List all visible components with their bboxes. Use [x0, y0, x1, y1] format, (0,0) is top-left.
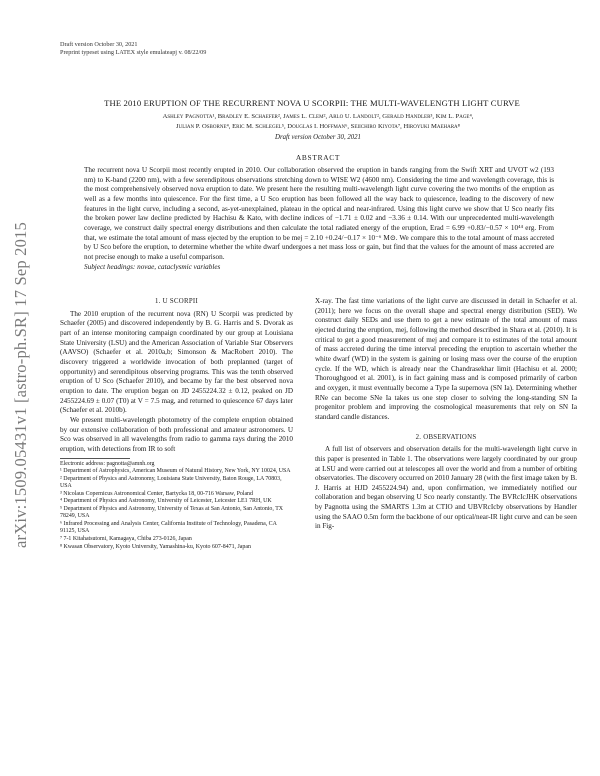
arxiv-stamp — [6, 150, 36, 620]
abstract-heading: ABSTRACT — [295, 153, 341, 162]
section-1-paragraph-1: The 2010 eruption of the recurrent nova (RN) U Scorpii was predicted by Schaefer (2005) and discovered independently by B. G. Harris and S. Dvorak as part of an intense monitoring campaign coordinated by our group at Louisiana State University (LSU) and the American Association of Variable Star Observers (AAVSO) (Schaefer et al. 2010a,b; Simonson & MacRobert 2010). The discovery triggered a worldwide invocation of both preplanned (target of opportunity) and serendipitous observing programs. This was the tenth observed eruption of U Sco (Schaefer 2010), and became by far the best observed nova eruption to date. The eruption began on JD 2455224.32 ± 0.12, peaked on JD 2455224.69 ± 0.07 (T0) at V = 7.5 mag, and returned to quiescence 67 days later (Schaefer et al. 2010b). — [60, 309, 293, 415]
footnote-affiliation-5: ⁵ Department of Physics and Astronomy, University of Texas at San Antonio, San Antonio, TX 78249, USA — [60, 505, 284, 520]
subject-headings: Subject headings: novae, cataclysmic variables — [84, 262, 221, 271]
right-column — [315, 297, 577, 532]
footnote-affiliation-4: ⁴ Department of Physics and Astronomy, University of Leicester, Leicester LE1 7RH, UK — [60, 498, 272, 505]
footnotes — [60, 461, 293, 552]
footnote-affiliation-2: ² Department of Physics and Astronomy, Louisiana State University, Baton Rouge, LA 70803, USA — [60, 475, 282, 490]
footnote-affiliation-8: ⁸ Kwasan Observatory, Kyoto University, Yamashina-ku, Kyoto 607-8471, Japan — [60, 543, 251, 550]
section-2-paragraph-1: A full list of observers and observation details for the multi-wavelength light curve in this paper is presented in Table 1. The observations were largely coordinated by our group at LSU and were carried out at telescopes all over the world and from a number of orbiting observatories. The discovery occurred on 2010 January 28 (with the first image taken by B. J. Harris at HJD 2455224.94) and, upon confirmation, we immediately notified our collaboration and began observing U Sco nearly constantly. The BVRcIcJHK observations by Pagnotta using the SMARTS 1.3m at CTIO and UBVRcIcby observations by Handler using the SAAO 0.5m form the backbone of our optical/near-IR light curve and can be seen in Fig- — [315, 445, 577, 531]
author-line-1: Ashley Pagnotta¹, Bradley E. Schaefer², James L. Clem², Arlo U. Landolt², Gerald Handler³, Kim L. Page⁴, — [162, 113, 474, 120]
abstract — [84, 166, 554, 272]
section-1-heading: 1. U SCORPII — [154, 298, 199, 305]
author-list — [60, 112, 576, 131]
paper-title: THE 2010 ERUPTION OF THE RECURRENT NOVA U SCORPII: THE MULTI-WAVELENGTH LIGHT CURVE — [104, 98, 520, 108]
footnote-affiliation-1: ¹ Department of Astrophysics, American Museum of Natural History, New York, NY 10024, USA — [60, 468, 291, 475]
draft-date: Draft version October 30, 2021 — [275, 133, 361, 141]
footnote-affiliation-6: ⁶ Infrared Processing and Analysis Center, California Institute of Technology, Pasadena, CA 91125, USA — [60, 520, 277, 535]
preprint-typeset-line: Preprint typeset using LATEX style emulateapj v. 08/22/09 — [60, 49, 207, 56]
section-1-paragraph-2: We present multi-wavelength photometry of the complete eruption obtained by our extensive collaboration of both professional and amateur astronomers. U Sco was observed in all wavelengths from radio to gamma rays during the 2010 eruption, with detections from IR to soft — [60, 415, 293, 453]
section-1-paragraph-3: X-ray. The fast time variations of the light curve are discussed in detail in Schaefer et al. (2011); here we focus on the overall shape and spectral energy distribution (SED). We construct daily SEDs and use them to get a new estimate of the total amount of mass ejected during the eruption, mej, following the method described in Shara et al. (2010). It is critical to get a good measurement of mej and compare it to estimates of the total amount of mass accreted during the time interval preceding the eruption to ascertain whether the white dwarf (WD) in the system is gaining or losing mass over the course of the eruption cycle. If the WD, which is already near the Chandrasekhar limit (Hachisu et al. 2000; Thoroughgood et al. 2001), is in fact gaining mass and is composed primarily of carbon and oxygen, it must eventually become a Type Ia supernova (SN Ia). Determining whether RNe can become SNe Ia takes us one step closer to solving the long-standing SN Ia progenitor problem and improving the cosmological measurements that rely on SN Ia standard candle distances. — [315, 297, 577, 421]
footnote-rule — [60, 458, 130, 459]
arxiv-identifier: arXiv:1509.05431v1 [astro-ph.SR] 17 Sep 2015 — [11, 222, 30, 548]
section-2-heading: 2. OBSERVATIONS — [415, 433, 477, 441]
abstract-text: The recurrent nova U Scorpii most recently erupted in 2010. Our collaboration observed the eruption in bands ranging from the Swift XRT and UVOT w2 (193 nm) to K-band (2200 nm), with a few serendipitous observations stretching down to WISE W2 (4600 nm). Considering the time and wavelength coverage, this is the most comprehensively observed nova eruption to date. We present here the resulting multi-wavelength light curve covering the two months of the eruption as well as a few months into quiescence. For the first time, a U Sco eruption has been followed all the way back to quiescence, leading to the discovery of new features in the light curve, including a second, as-yet-unexplained, plateau in the optical and near-infrared. Using this light curve we show that U Sco nearly fits the broken power law decline predicted by Hachisu & Kato, with decline indices of −1.71 ± 0.02 and −3.36 ± 0.14. With our unprecedented multi-wavelength coverage, we construct daily spectral energy distributions and then calculate the total radiated energy of the eruption, Erad = 6.99 +0.83/−0.57 × 10⁴⁴ erg. From that, we estimate the total amount of mass ejected by the eruption to be mej = 2.10 +0.24/−0.17 × 10⁻⁶ M⊙. We compare this to the total amount of mass accreted by U Sco before the eruption, to determine whether the white dwarf undergoes a net mass loss or gain, but find that the values for the amount of mass accreted are not precise enough to make a useful comparison. — [84, 166, 554, 261]
left-column — [60, 297, 293, 551]
footnote-email: Electronic address: pagnotta@amnh.org — [60, 460, 155, 467]
preprint-header — [60, 41, 206, 57]
author-line-2: Julian P. Osborne⁴, Eric M. Schlegel⁵, Douglas I. Hoffman⁶, Seiichiro Kiyota⁷, Hiroyuki Maehara⁸ — [176, 122, 460, 130]
draft-version-line: Draft version October 30, 2021 — [60, 41, 138, 48]
footnote-affiliation-7: ⁷ 7-1 Kitahatsutomi, Kamagaya, Chiba 273-0126, Japan — [60, 535, 192, 542]
footnote-affiliation-3: ³ Nicolaus Copernicus Astronomical Center, Bartycka 18, 00-716 Warsaw, Poland — [60, 490, 253, 497]
